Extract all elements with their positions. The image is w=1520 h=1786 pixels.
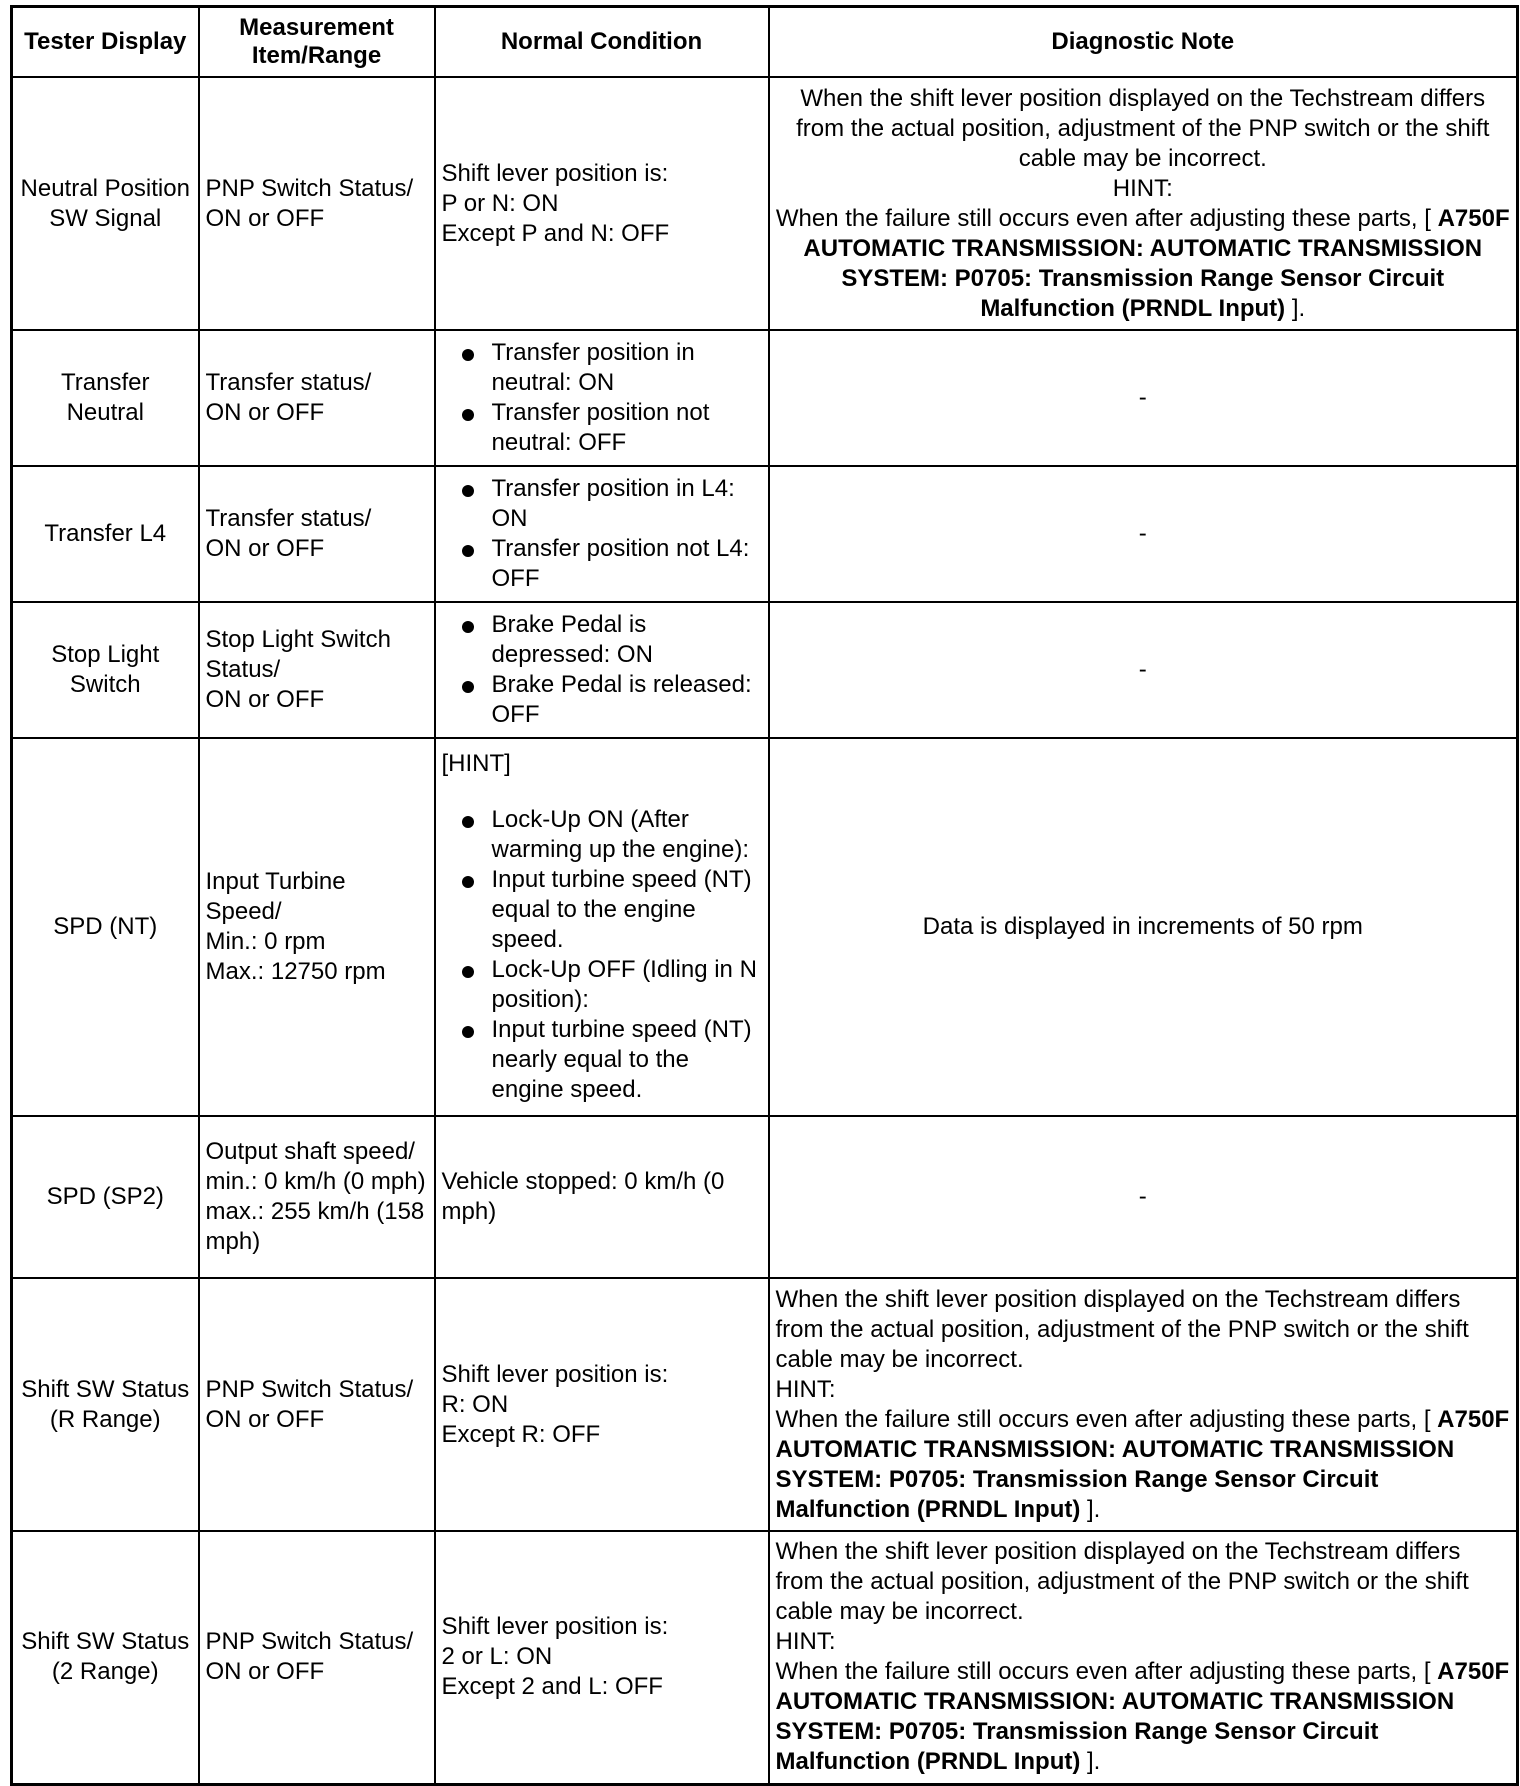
tester-display-text: Neutral <box>66 399 144 426</box>
condition-list <box>442 474 762 594</box>
measurement-text: Min.: 0 rpm <box>205 928 326 955</box>
tester-display-cell <box>12 602 199 738</box>
measurement-text: ON or OFF <box>205 1658 325 1686</box>
tester-display-text: Switch <box>69 671 141 698</box>
normal-condition-text: Shift lever position is: <box>441 159 669 187</box>
measurement-text: Max.: 12750 rpm <box>205 958 386 985</box>
normal-condition-text: Except 2 and L: OFF <box>441 1673 663 1701</box>
diagnostic-note-text: When the shift lever position displayed on the Techstream differs from the actual position, adjustment of the PNP switch or the shift cable may be incorrect. <box>796 84 1490 172</box>
measurement-cell <box>199 738 435 1116</box>
hint-text: When the failure still occurs even after adjusting these parts, [ <box>775 1658 1431 1686</box>
tester-display-text: SPD (NT) <box>53 913 158 940</box>
condition-list-item: Brake Pedal is released: OFF <box>442 670 762 730</box>
tester-display-cell <box>12 330 199 466</box>
hint-text: When the failure still occurs even after adjusting these parts, [ <box>775 1405 1431 1433</box>
tester-display-cell <box>12 738 199 1116</box>
diagnostic-note-text: When the shift lever position displayed on the Techstream differs from the actual position, adjustment of the PNP switch or the shift cable may be incorrect. <box>775 1285 1469 1373</box>
link-close: ]. <box>1080 1748 1101 1776</box>
hint-label: HINT: <box>1112 174 1173 202</box>
measurement-text: Input Turbine <box>205 868 346 895</box>
normal-condition-text: Vehicle stopped: 0 km/h (0 mph) <box>441 1168 725 1225</box>
table-row <box>12 77 1518 330</box>
normal-condition-text: Shift lever position is: <box>441 1613 669 1641</box>
hint-label: HINT: <box>775 1628 836 1656</box>
measurement-cell <box>199 1278 435 1531</box>
tester-display-text: Stop Light <box>51 641 160 668</box>
normal-condition-cell <box>435 466 769 602</box>
measurement-text: ON or OFF <box>205 535 325 562</box>
measurement-text: Stop Light Switch <box>205 626 391 653</box>
tester-display-cell <box>12 466 199 602</box>
normal-condition-text: R: ON <box>441 1390 509 1418</box>
measurement-cell <box>199 1116 435 1278</box>
tester-display-text: SW Signal <box>49 204 162 232</box>
condition-list-item: Transfer position not L4: OFF <box>442 534 762 594</box>
measurement-text: ON or OFF <box>205 204 325 232</box>
table-row <box>12 602 1518 738</box>
condition-list-item: Transfer position in L4: ON <box>442 474 762 534</box>
diagnostic-note-cell: - <box>769 1116 1518 1278</box>
diagnostic-note-cell: - <box>769 466 1518 602</box>
normal-condition-cell <box>435 1278 769 1531</box>
transmission-range-sensor-link[interactable]: A750F AUTOMATIC TRANSMISSION: AUTOMATIC TRANSMISSION SYSTEM: P0705: Transmission Range Sensor Circuit Malfunction (PRNDL Input) <box>803 204 1510 322</box>
header-diagnostic-note: Diagnostic Note <box>769 7 1518 78</box>
measurement-text: min.: 0 km/h (0 mph) <box>205 1168 426 1195</box>
measurement-cell <box>199 466 435 602</box>
diagnostic-note-cell: - <box>769 330 1518 466</box>
normal-condition-cell <box>435 1531 769 1784</box>
data-list-table <box>10 5 1519 1786</box>
condition-list-item: Input turbine speed (NT) equal to the engine speed. <box>442 865 762 955</box>
table-row <box>12 1531 1518 1784</box>
measurement-text: PNP Switch Status/ <box>205 1628 414 1656</box>
link-close: ]. <box>1285 294 1306 322</box>
normal-condition-cell <box>435 602 769 738</box>
condition-list <box>442 805 762 1105</box>
tester-display-text: (2 Range) <box>51 1658 159 1686</box>
header-normal-condition: Normal Condition <box>435 7 769 78</box>
transmission-range-sensor-link[interactable]: A750F AUTOMATIC TRANSMISSION: AUTOMATIC TRANSMISSION SYSTEM: P0705: Transmission Range Sensor Circuit Malfunction (PRNDL Input) <box>775 1658 1510 1776</box>
diagnostic-note-cell: - <box>769 602 1518 738</box>
normal-condition-text: P or N: ON <box>441 189 559 217</box>
table-row <box>12 738 1518 1116</box>
link-close: ]. <box>1080 1495 1101 1523</box>
condition-list-item: Input turbine speed (NT) nearly equal to the engine speed. <box>442 1015 762 1105</box>
measurement-cell <box>199 77 435 330</box>
hint-label: [HINT] <box>441 750 511 777</box>
measurement-text: Speed/ <box>205 898 282 925</box>
measurement-cell <box>199 330 435 466</box>
condition-list <box>442 610 762 730</box>
hint-text: When the failure still occurs even after adjusting these parts, [ <box>775 204 1431 232</box>
table-row <box>12 1278 1518 1531</box>
tester-display-cell <box>12 1278 199 1531</box>
measurement-cell <box>199 602 435 738</box>
header-tester-display: Tester Display <box>12 7 199 78</box>
measurement-cell <box>199 1531 435 1784</box>
tester-display-text: Transfer <box>61 369 150 396</box>
measurement-text: Status/ <box>205 656 281 683</box>
normal-condition-text: Except P and N: OFF <box>441 219 670 247</box>
transmission-range-sensor-link[interactable]: A750F AUTOMATIC TRANSMISSION: AUTOMATIC TRANSMISSION SYSTEM: P0705: Transmission Range Sensor Circuit Malfunction (PRNDL Input) <box>775 1405 1510 1523</box>
normal-condition-text: Shift lever position is: <box>441 1360 669 1388</box>
tester-display-text: Transfer L4 <box>44 520 167 547</box>
tester-display-text: Shift SW Status <box>21 1628 190 1656</box>
table-row <box>12 466 1518 602</box>
spacer <box>442 779 762 805</box>
diagnostic-note-cell <box>769 77 1518 330</box>
measurement-text: ON or OFF <box>205 399 325 426</box>
normal-condition-cell <box>435 330 769 466</box>
condition-list-item: Transfer position not neutral: OFF <box>442 398 762 458</box>
condition-list-item: Lock-Up OFF (Idling in N position): <box>442 955 762 1015</box>
normal-condition-cell <box>435 77 769 330</box>
measurement-text: ON or OFF <box>205 1405 325 1433</box>
hint-label: HINT: <box>775 1375 836 1403</box>
tester-display-cell <box>12 77 199 330</box>
diagnostic-note-text: When the shift lever position displayed on the Techstream differs from the actual position, adjustment of the PNP switch or the shift cable may be incorrect. <box>775 1538 1469 1626</box>
header-measurement-line1: Measurement <box>239 14 394 41</box>
measurement-text: PNP Switch Status/ <box>205 1375 414 1403</box>
condition-list-item: Brake Pedal is depressed: ON <box>442 610 762 670</box>
header-row <box>12 7 1518 78</box>
measurement-text: PNP Switch Status/ <box>205 174 414 202</box>
tester-display-text: (R Range) <box>49 1405 161 1433</box>
condition-list-item: Lock-Up ON (After warming up the engine): <box>442 805 762 865</box>
normal-condition-cell <box>435 1116 769 1278</box>
header-measurement-line2: Item/Range <box>251 42 382 69</box>
measurement-text: Output shaft speed/ <box>205 1138 415 1165</box>
diagnostic-note-cell <box>769 1531 1518 1784</box>
tester-display-cell <box>12 1116 199 1278</box>
table-row <box>12 330 1518 466</box>
measurement-text: max.: 255 km/h (158 mph) <box>205 1198 425 1255</box>
tester-display-text: SPD (SP2) <box>46 1183 164 1210</box>
tester-display-cell <box>12 1531 199 1784</box>
condition-list-item: Transfer position in neutral: ON <box>442 338 762 398</box>
table-row <box>12 1116 1518 1278</box>
normal-condition-text: Except R: OFF <box>441 1420 601 1448</box>
measurement-text: Transfer status/ <box>205 505 372 532</box>
header-measurement <box>199 7 435 78</box>
diagnostic-note-cell: Data is displayed in increments of 50 rpm <box>769 738 1518 1116</box>
condition-list <box>442 338 762 458</box>
measurement-text: Transfer status/ <box>205 369 372 396</box>
tester-display-text: Shift SW Status <box>21 1375 190 1403</box>
normal-condition-text: 2 or L: ON <box>441 1643 553 1671</box>
diagnostic-note-cell <box>769 1278 1518 1531</box>
tester-display-text: Neutral Position <box>20 174 190 202</box>
measurement-text: ON or OFF <box>205 686 325 713</box>
normal-condition-cell <box>435 738 769 1116</box>
